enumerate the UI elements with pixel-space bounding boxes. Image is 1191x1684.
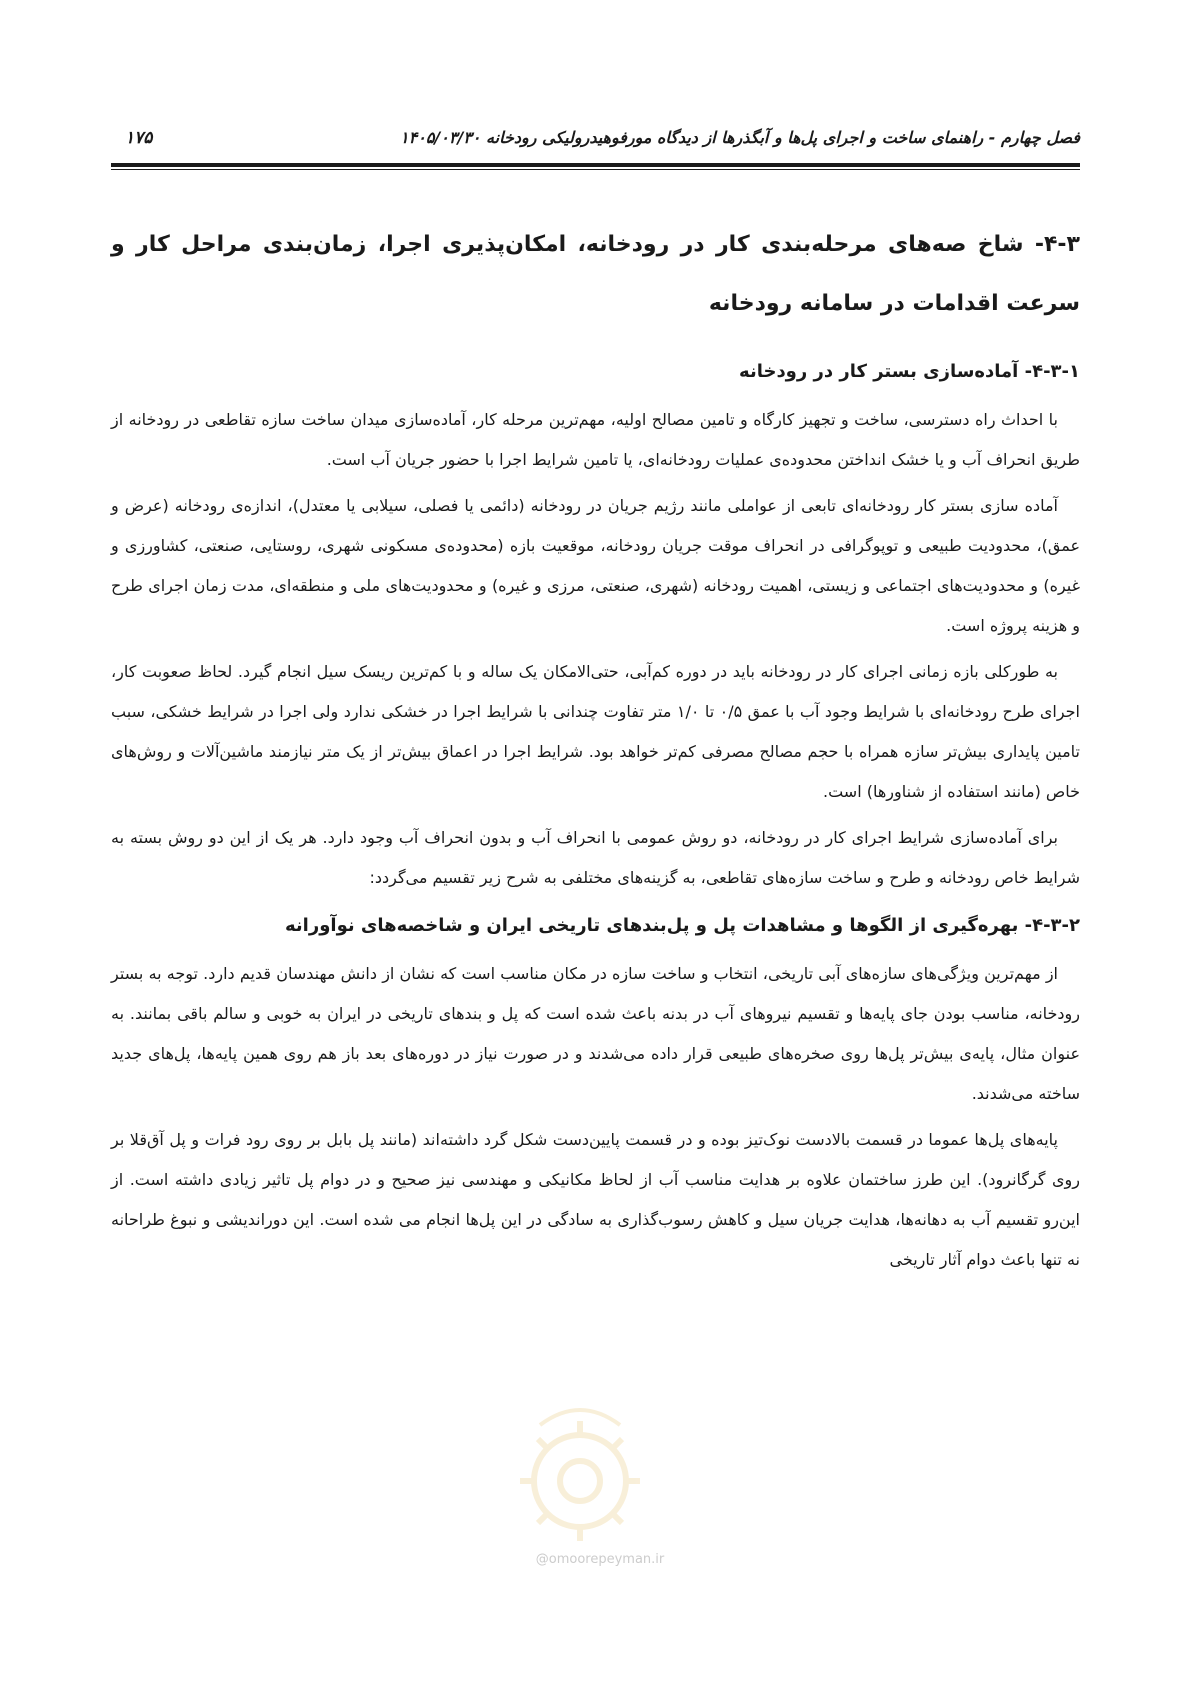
running-header: [111, 128, 1080, 158]
header-rule-thin: [111, 169, 1080, 170]
section-title: ۴-۳- شاخ صه‌های مرحله‌بندی کار در رودخانه، امکان‌پذیری اجرا، زمان‌بندی مراحل کار و سرعت اقدامات در سامانه رودخانه: [111, 232, 1080, 316]
watermark-logo-icon: [490, 1385, 670, 1565]
paragraph: به طورکلی بازه زمانی اجرای کار در رودخانه باید در دوره کم‌آبی، حتی‌الامکان یک ساله و با کم‌ترین ریسک سیل انجام گیرد. لحاظ صعوبت کار، اجرای طرح رودخانه‌ای با شرایط وجود آب با عمق ۰/۵ تا ۱/۰ متر تفاوت چندانی با شرایط اجرا در خشکی ندارد ولی اجرا در شرایط خشکی، سبب تامین پایداری بیش‌تر سازه همراه با حجم مصالح مصرفی کم‌تر خواهد بود. شرایط اجرا در اعماق بیش‌تر از یک متر نیازمند ماشین‌آلات و روش‌های خاص (مانند استفاده از شناورها) است.: [111, 662, 1080, 801]
paragraph: با احداث راه دسترسی، ساخت و تجهیز کارگاه و تامین مصالح اولیه، مهم‌ترین مرحله کار، آماده‌سازی میدان ساخت سازه تقاطعی در رودخانه از طریق انحراف آب و یا خشک انداختن محدوده‌ی عملیات رودخانه‌ای، یا تامین شرایط اجرا با حضور جریان آب است.: [111, 410, 1080, 469]
header-title: فصل چهارم - راهنمای ساخت و اجرای پل‌ها و آبگذرها از دیدگاه مورفوهیدرولیکی رودخانه ۱۴۰۵/۰۳/۳۰: [400, 128, 1080, 147]
paragraph: پایه‌های پل‌ها عموما در قسمت بالادست نوک‌تیز بوده و در قسمت پایین‌دست شکل گرد داشته‌اند (مانند پل بابل بر روی رود فرات و پل آق‌قلا بر روی گرگانرود). این طرز ساختمان علاوه بر هدایت مناسب آب از لحاظ مکانیکی و مهندسی نیز صحیح و در دوام پل تاثیر زیادی داشته است. از این‌رو تقسیم آب به دهانه‌ها، هدایت جریان سیل و کاهش رسوب‌گذاری به سادگی در این پل‌ها انجام می شده است. این دوراندیشی و نبوغ طراحانه نه تنها باعث دوام آثار تاریخی: [111, 1130, 1080, 1269]
paragraph: از مهم‌ترین ویژگی‌های سازه‌های آبی تاریخی، انتخاب و ساخت سازه در مکان مناسب است که نشان از دانش مهندسان قدیم دارد. توجه به بستر رودخانه، مناسب بودن جای پایه‌ها و تقسیم نیروهای آب در بدنه باعث شده است که پل و بندهای تاریخی در ایران به خوبی و سالم باقی بمانند. به عنوان مثال، پایه‌ی بیش‌تر پل‌ها روی صخره‌های طبیعی قرار داده می‌شدند و در صورت نیاز در دوره‌های بعد باز هم روی همین پایه‌ها، پل‌های جدید ساخته می‌شدند.: [111, 964, 1080, 1103]
page-number: ۱۷۵: [125, 128, 153, 148]
paragraph: برای آماده‌سازی شرایط اجرای کار در رودخانه، دو روش عمومی با انحراف آب و بدون انحراف آب وجود دارد. هر یک از این دو روش بسته به شرایط خاص رودخانه و طرح و ساخت سازه‌های تقاطعی، به گزینه‌های مختلفی به شرح زیر تقسیم می‌گردد:: [111, 828, 1080, 887]
section-gap: [111, 904, 1080, 912]
paragraph: آماده سازی بستر کار رودخانه‌ای تابعی از عواملی مانند رژیم جریان در رودخانه (دائمی یا فصلی، سیلابی یا معتدل)، اندازه‌ی رودخانه (عرض و عمق)، محدودیت طبیعی و توپوگرافی در انحراف موقت جریان رودخانه، موقعیت بازه (محدوده‌ی مسکونی شهری، روستایی، صنعتی، کشاورزی و غیره) و محدودیت‌های اجتماعی و زیستی، اهمیت رودخانه (شهری، صنعتی، مرزی و غیره) و محدودیت‌های ملی و منطقه‌ای، مدت زمان اجرای طرح و هزینه پروژه است.: [111, 496, 1080, 635]
watermark-text: @omoorepeyman.ir: [535, 1552, 665, 1567]
subsection-title-1: ۴-۳-۱- آماده‌سازی بستر کار در رودخانه: [739, 361, 1080, 382]
subsection-title-2: ۴-۳-۲- بهره‌گیری از الگوها و مشاهدات پل و پل‌بندهای تاریخی ایران و شاخصه‌های نوآورانه: [285, 915, 1080, 936]
main-content: [111, 215, 1080, 1286]
header-rule-thick: [111, 163, 1080, 167]
